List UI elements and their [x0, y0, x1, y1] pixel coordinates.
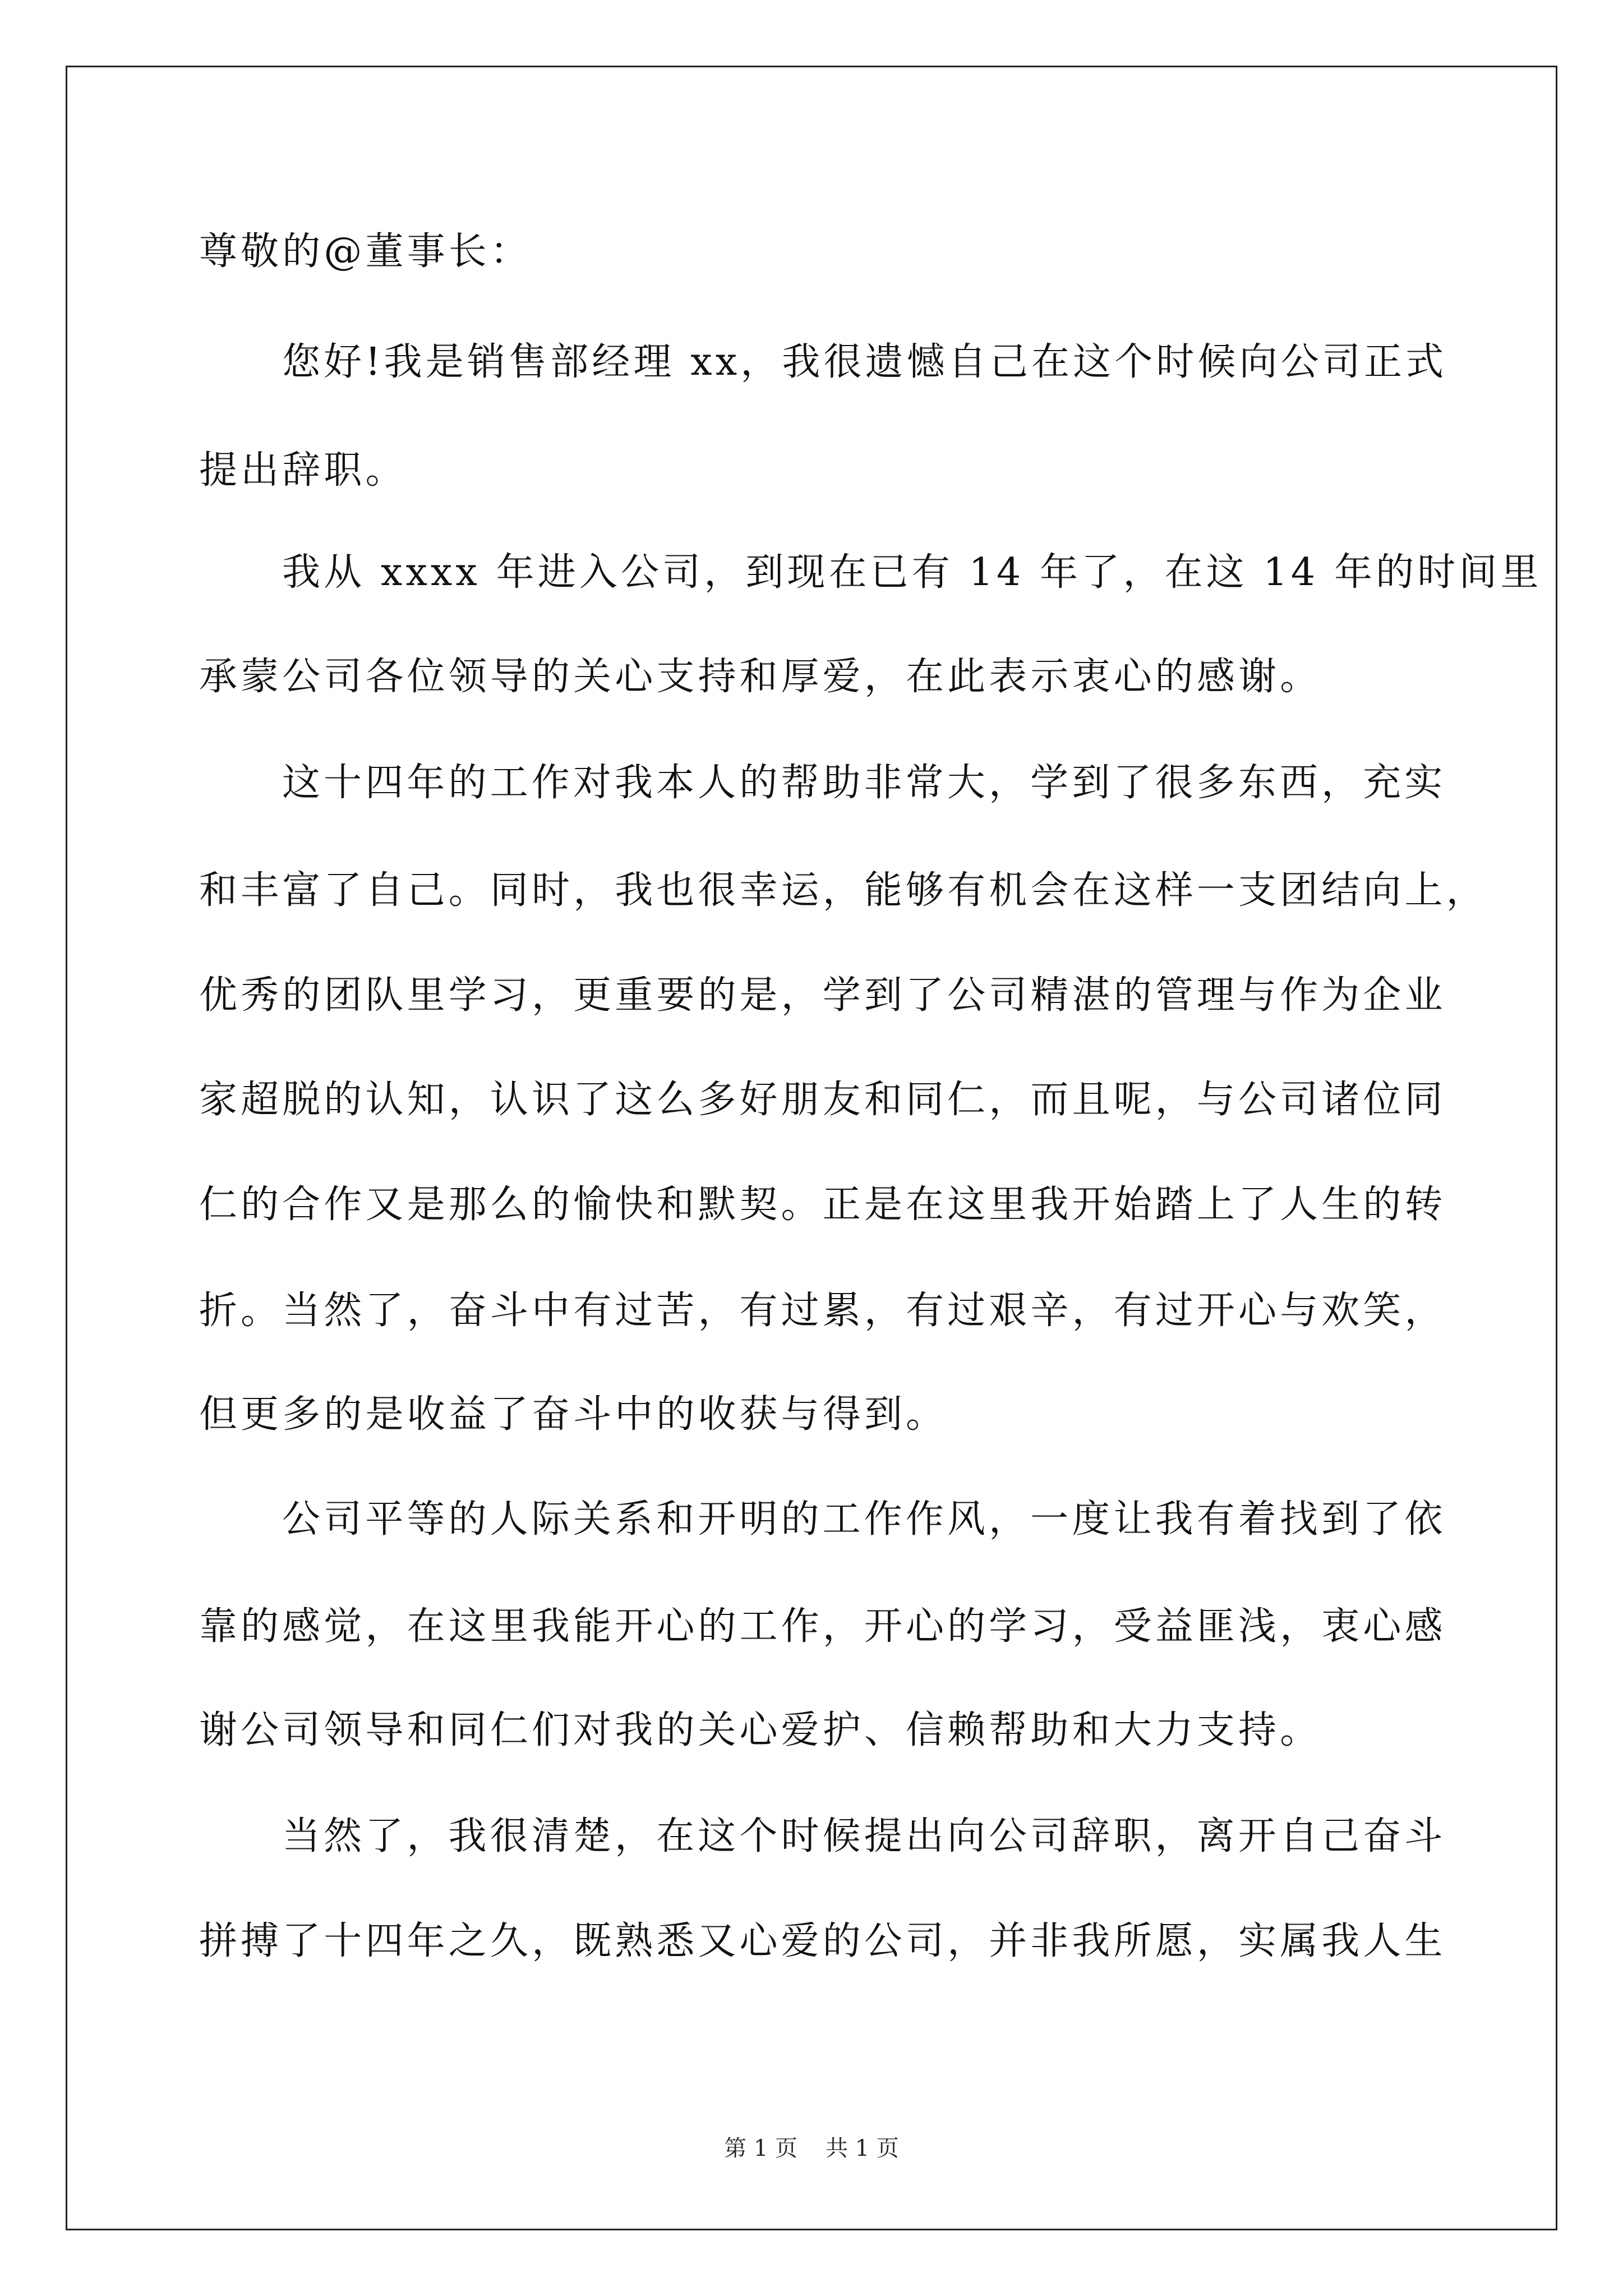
paragraph-3-line-5: 仁的合作又是那么的愉快和默契。正是在这里我开始踏上了人生的转 [199, 1182, 1446, 1227]
page-border [66, 66, 1557, 2230]
paragraph-3-line-3: 优秀的团队里学习，更重要的是，学到了公司精湛的管理与作为企业 [199, 973, 1446, 1018]
page-number-total: 共 1 页 [826, 2136, 899, 2161]
paragraph-5-line-2: 拼搏了十四年之久，既熟悉又心爱的公司，并非我所愿，实属我人生 [199, 1919, 1446, 1963]
paragraph-2-line-2: 承蒙公司各位领导的关心支持和厚爱，在此表示衷心的感谢。 [199, 655, 1322, 699]
paragraph-4-line-2: 靠的感觉，在这里我能开心的工作，开心的学习，受益匪浅，衷心感 [199, 1604, 1446, 1649]
paragraph-3-line-6: 折。当然了，奋斗中有过苦，有过累，有过艰辛，有过开心与欢笑， [199, 1289, 1446, 1333]
page-number-current: 第 1 页 [724, 2136, 797, 2161]
paragraph-3-line-1: 这十四年的工作对我本人的帮助非常大，学到了很多东西，充实 [282, 761, 1446, 805]
paragraph-3-line-4: 家超脱的认知，认识了这么多好朋友和同仁，而且呢，与公司诸位同 [199, 1078, 1446, 1122]
paragraph-5-line-1: 当然了，我很清楚，在这个时候提出向公司辞职，离开自己奋斗 [282, 1814, 1446, 1858]
paragraph-4-line-1: 公司平等的人际关系和开明的工作作风，一度让我有着找到了依 [282, 1497, 1446, 1542]
paragraph-2-line-1: 我从 xxxx 年进入公司，到现在已有 14 年了，在这 14 年的时间里 [282, 550, 1542, 595]
paragraph-3-line-2: 和丰富了自己。同时，我也很幸运，能够有机会在这样一支团结向上， [199, 868, 1488, 913]
salutation: 尊敬的@董事长： [199, 229, 532, 274]
paragraph-3-line-7: 但更多的是收益了奋斗中的收获与得到。 [199, 1392, 948, 1437]
paragraph-4-line-3: 谢公司领导和同仁们对我的关心爱护、信赖帮助和大力支持。 [199, 1708, 1322, 1752]
paragraph-1-line-1: 您好!我是销售部经理 xx，我很遗憾自己在这个时候向公司正式 [282, 340, 1447, 384]
paragraph-1-line-2: 提出辞职。 [199, 448, 407, 493]
page-footer [0, 2137, 1623, 2160]
